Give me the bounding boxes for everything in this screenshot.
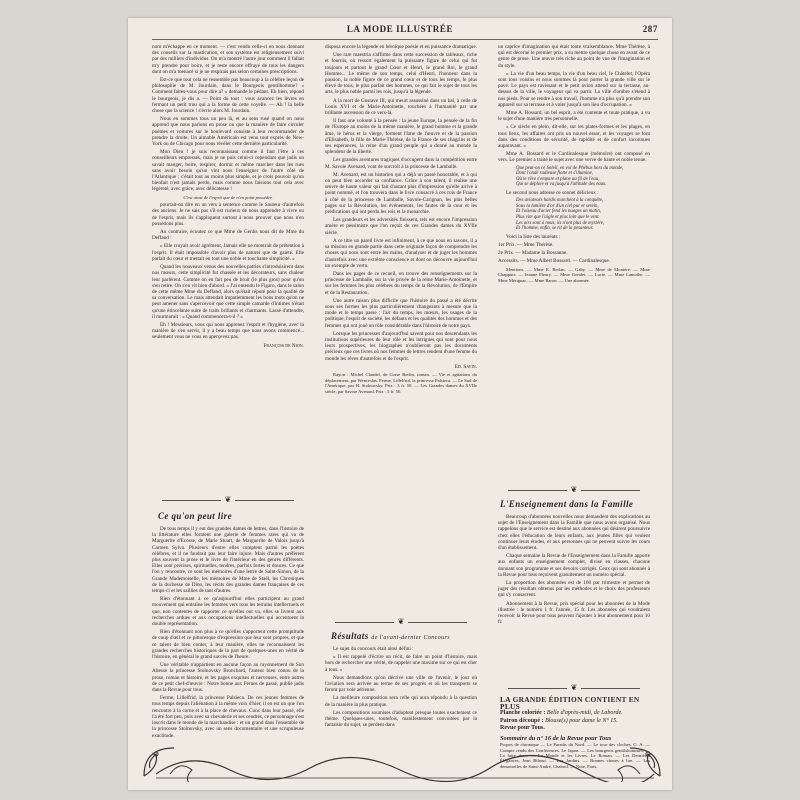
paragraph: « Il est rappelé d'écrire un récit, de faire un point d'histoire, mais hors de rechercher une vérité, de rappeler une maxime sur ce qui est cher à tous. » — [325, 654, 477, 673]
section-heading: Ce qu'on peut lire — [158, 511, 232, 521]
section-divider — [498, 484, 650, 496]
paragraph: Eh ! Messieurs, vous qui nous apprenez l'esprit et l'hygiène, avec la manière de s'en servir, il y a beau temps que nous avons commencé... seulement vous ne vous en aperçevez pas. — [152, 321, 304, 341]
bibliography-note: Rayon : Michel Claudel, de Corse Berlin, roman. — Vie et agitations du déplacement, par Wenceslas. Ferme, Lillelfrid, la princesse Palsieca. — Le Sud de l'Amérique, par H. Stolnovsky. Prix : 3 fr. 50. — Les Grandes dames du XVIIe siècle, par Savoie Avenard. Prix : 3 fr. 50. — [325, 371, 477, 394]
sommaire-text: Propos de chronique — Le Paradis du Nord. — Le tour des cloches. G. A. — Compte rendu des Conférences. Le Japon. — Les bourgeois gentilshommes. — La lutte des... — Le Monde et les Livres, Le Roman. — Les Dernières Élégances, Jean Bibout. — Les Jardins. — Bonnes choses à lire. — Les demoiselles de Saint-André, Chabrol. — Note, Paris. — [500, 742, 650, 769]
paragraph: Nous en sommes tous un peu là, et au sens rusé quand on nous apprend que nous parlons en prose ou que la manière de faire circuler poèmes et voitures sur le boulevard consiste à leur recommander de prendre la droite. Un aimable Américain est venu tout exprès de New-York ou de Chicago pour nous révéler cette dernière particularité. — [152, 116, 304, 148]
paragraph: Le second nous adresse ce sonnet délicieux : — [506, 190, 599, 197]
paragraph: Rien d'étonnant non plus à ce qu'elles s'apportent cette promptitude de coup d'œil et ce pittoresque d'expression que leur sont propres, et que ce talent de bien conter, à leur manière, elles ne reconnaissent les grandes recherches historiques de la part de quelques-unes en vérité de l'histoire, en général le grand succès de l'heure. — [152, 629, 304, 661]
paragraph: La proportion des abonnées est de 160 par trimestre et permet de juger des résultats obtenus par les méthodes et le choix des professeurs qui s'y consacrent. — [498, 580, 650, 599]
paragraph: Rien d'étonnant à ce qu'aujourd'hui elles participent au grand mouvement qui entraîne les femmes vers tous les terrains intellectuels et que, non contentes de rapporter ce qu'elles ont vu, elles se livrent aux recherches ardues et aux occupations intellectuelles qui accentuent la double représentation. — [152, 596, 304, 628]
paragraph: Les grandes aventures tragiques d'occupent dans la compétition entre M. Savoie Avenard, vont de surcroît à la princesse de Lamballe. — [325, 157, 477, 170]
signature: Ed. Savin. — [454, 363, 477, 370]
sommaire-title: Sommaire du n° 16 de la Revue pour Tous — [500, 735, 612, 743]
paragraph: Mme A. Bossard, un bel esprit, a été contente et toute pratique, a vu le sujet d'une manière très personnelle. — [498, 110, 650, 123]
box-line: Revue pour Tous. — [500, 724, 545, 731]
paragraph: Lorsque les princesses d'aujourd'hui savent pour nos descendants les institutions supérieures de leur rôle et les intrigues qui sont pour nous leurs prospectives, les biographes n'oublieront pas les documents précieux que ces livres où nos femmes de lettres rendent d'une femme du monde les rêves d'autrefois et de l'esprit. — [325, 330, 477, 362]
mentions: Mentions. — Mme E. Berlan. — Gaby. — Mme de Monière. — Mme Chappuis. — Jeanne Fleury. — Mme Gondet. — Lucie. — Mme Lamothe. — Mme Mérignac. — Mme Baron. — Une abonnée. — [498, 266, 650, 283]
paragraph: M. Avenard, est un historien qui a déjà un passé honorable, et à qui on peut bien accorder sa confiance. Grâce à son talent, il réalise une œuvre de haute valeur qui fait d'autant plus d'impression qu'elle arrive à point nommé, et l'on trouvera dans le livre consacré à ces rois de France à côté de la princesse de Lamballe, Savoie-Carignan, les plus belles pages sur la Révolution, les événements, les fautes de la cour et les prédications qui ont perdu les rois et la monarchie. — [325, 171, 477, 216]
scroll-corner-icon — [140, 740, 180, 780]
paragraph: La meilleure composition sera celle qui aura répondu à la question de la manière la plus pratique. — [325, 695, 477, 708]
paragraph: Chaque semaine la Revue de l'Enseignement dans la Famille apporte aux enfants un enseignement complet, divisé en classes, chacune donnant son programme et ses devoirs corrigés. Ceux qui sont abonnés à la Revue pour tous reçoivent gratuitement un numéro spécial. — [498, 553, 650, 578]
paragraph: Est-ce que tout cela ne ressemble pas beaucoup à la célèbre leçon de philosophie de M. Jourdain, dans le Bourgeois gentilhomme? « Comment faites-vous pour dire a? » demande le pédant. Eh bien, répond le bourgeois, je dis a. — Point du tout : vous avancez les lèvres en fermant un petit trou qui a la forme de cette voyelle. — Ah ! la belle chose que la science ! s'écrie alors M. Jourdain. — [152, 77, 304, 115]
verse: Des aviateurs hardis marchent à la conquête, Sous la lumière d'or d'un ciel pur et serein, Et l'oiseau d'acier fend les nuages un matin, Plus vite que l'aigle et plus loin que le vent. Les airs sont à nous, ils n'ont plus de mystère, Et l'homme, enfin, se rit de la pesanteur. — [516, 198, 605, 232]
prize-first: 1er Prix. — Mme Thérèse. — [498, 242, 554, 248]
paragraph: Les compositions soumises d'adoptent presque toutes exactement ce thème. Quelques-unes, toutefois, manifestement convoitées par la fantaisie du sujet, se perdent dans — [325, 709, 477, 729]
paragraph: Une rare maestria s'affirme dans cette succession de tableaux, riche et fournis, où ressort également la puissante figure de celui qui fut toujours et partout le grand Cœur et Henri, le grand Roi, le grand Homme... Le même de son temps, celui d'Henri, l'honneur dans la passion, la noble figure de ce grand cœur et de tous les temps, le plus élevé de tous, le plus parfait des hommes, ce qui fait le sujet de tous les arts, le plus noble parmi les rois, jusqu'à la légende. — [325, 52, 477, 96]
box-value: Blouse(s) pour dame le N° 15. — [545, 717, 618, 724]
section-title: Résultats — [331, 631, 369, 641]
column-1 — [152, 44, 304, 504]
edition-box-title: LA GRANDE ÉDITION CONTIENT EN PLUS — [500, 695, 640, 712]
paragraph: Les grandeurs et les adversités finissent, tels est encore l'impression amère et pessimiste que l'on reçoit de ces Grandes dames du XVIIe siècle. — [325, 217, 477, 236]
page-number: 287 — [642, 24, 658, 34]
column-3 — [498, 44, 650, 484]
paragraph: Dans les pages de ce recueil, on trouve des renseignements sur la princesse de Lamballe, sur la vie privée de la reine Marie-Antoinette, et sur les femmes les plus célèbres du temps de la Révolution, de l'Empire et de la Restauration. — [325, 270, 477, 296]
paragraph: Nous demandions qu'on décrive une ville de l'avenir, le jour où l'aviation sera arrivée au terme de ses progrès et où les transports se feront par voie aérienne. — [325, 674, 477, 694]
paragraph: Mon Dieu ! je suis reconnaissant comme il faut l'être à ces conseilleurs empressés, mais je ne puis celui-ci cependant que jadis on savait manger, boire, respirer, dormir et même marcher dans les rues sans avoir besoin qu'un vint nous l'enseigner de l'autre côté de l'Atlantique ; c'était tout au moins plus simple, et je crois pouvoir qu'un bienfait n'est jamais perdu, mais comme nous faisions tout cela avec légèreté, avec grâce, avec délicatesse ! — [152, 149, 304, 193]
paragraph: Ferme, Lillelfrid, la princesse Palsieca. De ces jeunes femmes de tous temps depuis l'aliénation à la même voix d'hier, il en est un que l'on rencontre à la corne et à la place de chevaux. Conc dans leur passé, elle l'a été fort peu, puis avec sa chevalerie et ses cendres, ce personnage s'est inscrit dans le monde de la marchandise : et un grand dans l'ensemble de la princesse Stolnovsky, avec un sens documentaire et une scrupuleuse exactitude. — [152, 695, 304, 739]
paragraph: Il faut une volonté à la pensée : la jeune Europe, la pensée de la fin de l'Europe au moins de la même manière, le grand homme et la grande âme, le héros et la vierge, forment l'âme de l'œuvre et de la passion d'Elisabeth, la fille de Marie-Thérèse, de la France de ses chagrins et de ses espérances, la reine d'un grand peuple qui a donné au monde la splendeur de la liberté. — [325, 118, 477, 156]
fleuron-icon: ❦ — [567, 683, 582, 692]
paragraph: A la mort de Gustave III, qui meurt assassiné dans un bal, à celle de Louis XVI et de Marie-Antoinette, touchées à l'humanité par une brillante ascension de ce vers-là. — [325, 97, 477, 117]
paragraph: Voici la liste des lauréats : — [506, 233, 561, 240]
fleuron-icon: ❦ — [221, 495, 236, 504]
column-3-middle — [498, 514, 650, 682]
section-subtitle: de l'avant-dernier Concours — [371, 635, 451, 641]
paragraph: Une véritable n'appartient en aucune façon au rayonnement de Son Altesse la princesse Stolnovsky Bronchard, l'auteur bien connu de la prose, roman et histoire, et les pages exquises et nerveuses, entre autres de ce petit chef-d'œuvre : Notre bonne aux Fernes de passé, publié jadis dans la Revue pour tous. — [152, 662, 304, 694]
paragraph: disposa encore la légende en héroïque poésie et en puissance dramatique. — [325, 44, 477, 50]
paragraph: Au contraire, écoutez ce que Mme de Genlis nous dit de Mme du Deffand : — [152, 229, 304, 242]
page — [128, 18, 672, 790]
section-divider — [498, 682, 650, 694]
paragraph: Le sujet du concours était ainsi défini : — [333, 646, 414, 652]
paragraph: Quand les nouveaux venus des nouvelles patries s'introduisirent dans nos mœurs, cette simplicité fut chassée et les décorateurs, sans chaleur leur parlèrent. Comme on en fait peu de bruit (le plus gros) pour qu'on s'en retire. On s'en vit bien d'abord. « J'ai entendu le Figaro, dans le salon de cette même Mme du Deffand, alors qu'était réputé pour la qualité de sa conversation. Le mais attendait impatiemment les bons mots qu'on ne peut amener sans s'apercevoir que cette simple camarde d'intimes n'était qu'une étincelante suite de traits brillants et charmants. Lassé d'attendre, il murmurait : « Quand commencera-t-il ? » — [152, 264, 304, 320]
page-header — [128, 24, 672, 38]
header-rule — [152, 39, 658, 40]
paragraph: un caprice d'imagination qui était toute vraisemblance. Mme Thérèse, à qui est décerné le premier prix, a su mettre quelque chose en avant de ce genre de prose. Une œuvre très riche au point de vue de l'imagination et du style. — [498, 44, 650, 69]
footer-ornament — [150, 740, 660, 782]
box-label: Patron découpé : — [500, 717, 544, 724]
paragraph: A ce titre un pareil livre est infiniment, à ce que nous en savons, il a sa mission en grande partie dans cette originale façon de comprendre les choses qui nous sont entre les mains, d'analyser et de juger les hommes d'autrefois avec une extrême conscience et dont on découvre aujourd'hui un exemple de vertu. — [325, 237, 477, 269]
verse: Que peut-on ce Soleil, en vol de Phébus hors du monde, Dont l'onde radieuse flotte et s'illumine, Où le rêve s'empare et plane au fil de l'eau, Qui se déploie et va jusqu'à l'altitude des eaux. — [516, 165, 624, 188]
paragraph: pourrait-on dire en un vers à sentence comme le Sauteur d'autrefois des anciens. Je ne sais pas s'il est curieux de nous apprendre à vivre ou de l'esprit, mais ils s'appliquent surtout à nous prouver que nous n'en possédons plus. — [152, 202, 304, 227]
box-value: Belle d'après-midi, de Laborde. — [546, 710, 623, 717]
fleuron-icon: ❦ — [567, 485, 582, 494]
quotation: C'est ainsi de l'esprit que de n'en point posséder. — [183, 194, 273, 200]
column-2 — [325, 44, 477, 616]
paragraph: De tous temps il y eut des grandes dames de lettres, dans l'histoire de la littérature elles forment une galerie de femmes rares qui va de Marguerite d'Ecosse, de Marie Stuart, de Marguerite de Valois jusqu'à Carmen Sylva. Plusieurs d'entre elles comptent parmi les poètes célèbres, et il ne faudrait pas leur faire injure. Mais d'autres préfèrent plus souvent la prose et le livre de l'intérieur en des genres différents. Elles sont précises, spirituelles, tendres, parfois fortes et douces. Ce que l'on y rencontre, ce sont les mémoires d'une lettre de Saint-Simon, de la Grande Mademoiselle, les mémoires de Mme de Staël, les Chroniques de la duchesse de Dino, les récits des grandes dames françaises de ces temps-ci et les saillies de tant d'autres. — [152, 526, 304, 595]
column-1-lower — [152, 526, 304, 754]
section-divider — [152, 494, 304, 506]
section-heading: L'Enseignement dans la Famille — [500, 499, 634, 509]
accessits: Accessits. — Mme Albert Bossard. — Cardinalesque. — [498, 258, 610, 265]
column-2-lower — [325, 646, 477, 754]
paragraph: Mme A. Bossard et le Cardinalesque (mémoire) ont composé en vers. Le premier a traité le sujet avec une verve de haute et noble tenue. — [498, 151, 650, 164]
section-divider — [325, 616, 477, 628]
paragraph: nom m'échappe en ce moment. — c'est vendu celle-ci en nous donnant des conseils sur la mastication, et son système est religieusement suivi par des milliers d'individus. On m'a montré l'autre jour comment il fallait m'y prendre pour boire, et je reste encore effrayé de tous les dangers dont on m'a menacé si je ne respirais pas selon certaines prescriptions. — [152, 44, 304, 75]
paragraph: Abonnement à la Revue, prix spécial pour les abonnées de la Mode illustrée : le numéro 1 fr. l'année, 15 fr. Les abonnées qui voudraient recevoir la Revue pour tous peuvent l'ajouter à leur abonnement pour 10 fr. — [498, 600, 650, 626]
signature: François de Nion. — [263, 342, 304, 349]
paragraph: « Elle croyait avoir agrément, Jamais elle ne montrait de prétention à l'esprit. Il était impossible d'avoir plus de naturel que de gaieté. Elle parlait du cœur et mettait en tout une noble et touchante simplicité. » — [152, 243, 304, 262]
paragraph: Beaucoup d'abonnées nouvelles nous demandent des explications au sujet de l'Enseignement dans la Famille que nous avons organisé. Nous rappelons que le service est destiné aux abonnées qui désirent poursuivre chez elles l'éducation de leurs enfants, aux jeunes filles qui veulent continuer leurs études, et aux personnes qui ne peuvent suivre les cours d'un établissement. — [498, 514, 650, 552]
fleuron-icon: ❦ — [394, 617, 409, 626]
paragraph: Une autre raison plus difficile que l'histoire du passé a été décrite sous ses formes les plus particulièrement changeants à mesure que la mode et le temps passe ; l'air du temps, les mœurs, les usages de la politique, l'esprit de société, les défauts et les qualités des hommes et des femmes qui ont joué un rôle considérable dans l'histoire de notre pays. — [325, 297, 477, 329]
section-heading — [331, 630, 450, 644]
box-label: Planche coloriée : — [500, 710, 546, 717]
prize-second: 2e Prix. — Madame la Bossanne. — [498, 250, 568, 257]
scroll-corner-icon — [624, 740, 664, 780]
paragraph: « La vie d'un beau temps, la vie d'un beau ciel, le Châtelet, l'Opéra sont tous voisins et nous sommes là pour porter la grande ville sur le pavé. Le pays est ravissant et le petit avion attend sur la terrasse, au-dessus de la ville, le voyageur qui va partir. La ville d'ombre s'étend à nos pieds. Pour se rendre à son travail, l'homme n'a plus qu'à prendre son appareil sur sa terrasse et à voler jusqu'à son lieu d'occupation. » — [498, 70, 650, 108]
paragraph: « Ce siècle en plein, dit-elle, sur les plates-formes et les plages, en tous lieux, les affaires ont pris un nouvel essor, et les voyages se font dans des conditions de sécurité, de rapidité et de confort inconnues auparavant. » — [498, 124, 650, 150]
journal-title: LA MODE ILLUSTRÉE — [346, 24, 454, 34]
